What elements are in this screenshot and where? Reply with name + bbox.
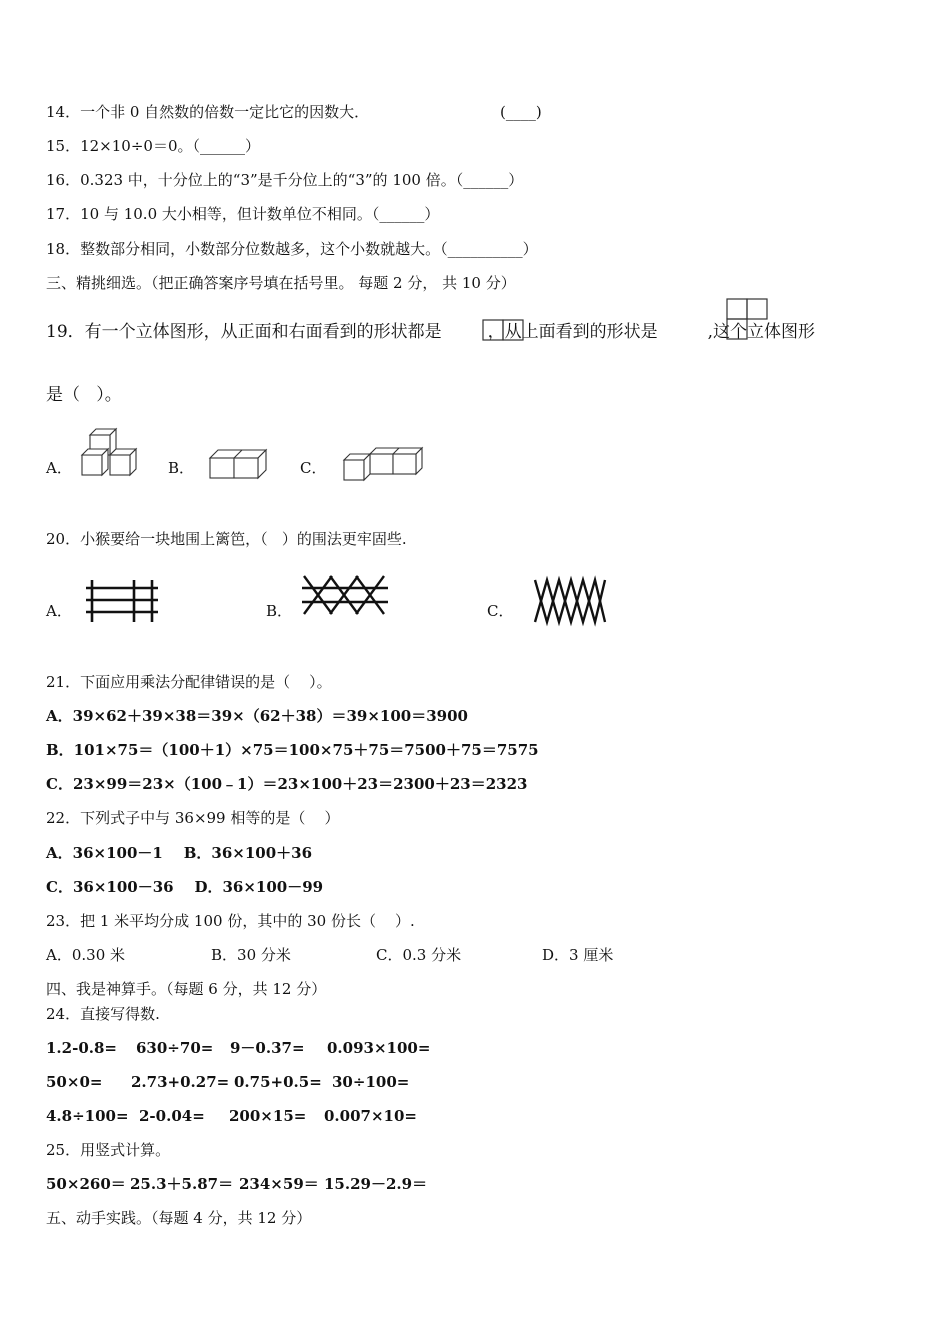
q24-r1-c2: 630÷70= (136, 1039, 214, 1057)
q20-option-a-fence (86, 578, 158, 624)
q21-option-b[interactable]: B．101×75＝（100＋1）×75＝100×75＋75＝7500＋75＝7575 (46, 741, 539, 759)
q20-option-c-label[interactable]: C． (487, 602, 514, 620)
section3-heading: 三、精挑细选。（把正确答案序号填在括号里。 每题 2 分， 共 10 分） (46, 274, 516, 292)
q24-r1-c4: 0.093×100= (327, 1039, 431, 1057)
q19-option-c-cubes (342, 446, 428, 484)
section4-heading: 四、我是神算手。（每题 6 分，共 12 分） (46, 980, 327, 998)
q23-option-c[interactable]: C．0.3 分米 (376, 946, 462, 964)
q23-option-a[interactable]: A．0.30 米 (46, 946, 125, 964)
q14-answer-blank[interactable]: (____) (500, 103, 542, 121)
section5-heading: 五、动手实践。（每题 4 分，共 12 分） (46, 1209, 312, 1227)
q23-option-b[interactable]: B．30 分米 (211, 946, 291, 964)
q19-text-part4: 是（ ）。 (46, 385, 122, 405)
q25-c3: 234×59＝ (239, 1175, 319, 1193)
q20-option-a-label[interactable]: A． (46, 602, 72, 620)
q25-c1: 50×260＝ (46, 1175, 126, 1193)
q20-option-b-fence (302, 574, 388, 616)
front-view-figure (482, 319, 526, 341)
q19-option-b-cubes (208, 446, 272, 484)
top-view-figure (726, 298, 770, 342)
q21-option-a[interactable]: A．39×62＋39×38＝39×（62＋38）＝39×100＝3900 (46, 707, 468, 725)
q24-r3-c4: 0.007×10= (324, 1107, 417, 1125)
q24-r2-c3: 0.75+0.5= (234, 1073, 322, 1091)
q19-text-part1: 19．有一个立体图形，从正面和右面看到的形状都是 (46, 322, 442, 342)
q23-option-d[interactable]: D．3 厘米 (542, 946, 614, 964)
q24-text: 24．直接写得数. (46, 1005, 160, 1023)
q25-c2: 25.3＋5.87＝ (130, 1175, 234, 1193)
q19-text-part2: ，从上面看到的形状是 (487, 322, 658, 342)
q17-text: 17．10 与 10.0 大小相等，但计数单位不相同。（______） (46, 205, 440, 223)
q18-text: 18．整数部分相同，小数部分位数越多，这个小数就越大。（__________） (46, 240, 538, 258)
q14-text: 14．一个非 0 自然数的倍数一定比它的因数大． (46, 103, 370, 121)
q22-options-cd[interactable]: C．36×100－36 D．36×100－99 (46, 878, 324, 896)
q24-r3-c1: 4.8÷100= (46, 1107, 129, 1125)
q19-option-a-cubes (80, 426, 144, 484)
q24-r3-c2: 2-0.04= (139, 1107, 205, 1125)
q25-text: 25．用竖式计算。 (46, 1141, 171, 1159)
q24-r3-c3: 200×15= (229, 1107, 307, 1125)
q19-option-c-label[interactable]: C． (300, 459, 327, 477)
q20-text: 20．小猴要给一块地围上篱笆，（ ）的围法更牢固些. (46, 530, 407, 548)
q22-options-ab[interactable]: A．36×100－1 B．36×100＋36 (46, 844, 313, 862)
q19-option-a-label[interactable]: A． (46, 459, 72, 477)
q19-text-part3: ,这个立体图形 (707, 322, 816, 342)
q16-text: 16．0.323 中，十分位上的“3”是千分位上的“3”的 100 倍。（______） (46, 171, 524, 189)
q20-option-b-label[interactable]: B． (266, 602, 293, 620)
q24-r2-c2: 2.73+0.27= (131, 1073, 230, 1091)
q15-text: 15．12×10÷0＝0。（______） (46, 137, 260, 155)
q24-r1-c1: 1.2-0.8= (46, 1039, 117, 1057)
q19-line1 (46, 320, 815, 344)
q19-option-b-label[interactable]: B． (168, 459, 195, 477)
q24-r2-c1: 50×0= (46, 1073, 103, 1091)
q21-option-c[interactable]: C．23×99＝23×（100﹣1）＝23×100＋23＝2300＋23＝2323 (46, 775, 528, 793)
q24-r1-c3: 9－0.37= (230, 1039, 305, 1057)
q22-text: 22．下列式子中与 36×99 相等的是（ ） (46, 809, 340, 827)
q25-c4: 15.29－2.9＝ (324, 1175, 428, 1193)
q21-text: 21．下面应用乘法分配律错误的是（ ）。 (46, 673, 332, 691)
q24-r2-c4: 30÷100= (332, 1073, 410, 1091)
q23-text: 23．把 1 米平均分成 100 份，其中的 30 份长（ ）. (46, 912, 415, 930)
q20-option-c-fence (533, 578, 607, 624)
